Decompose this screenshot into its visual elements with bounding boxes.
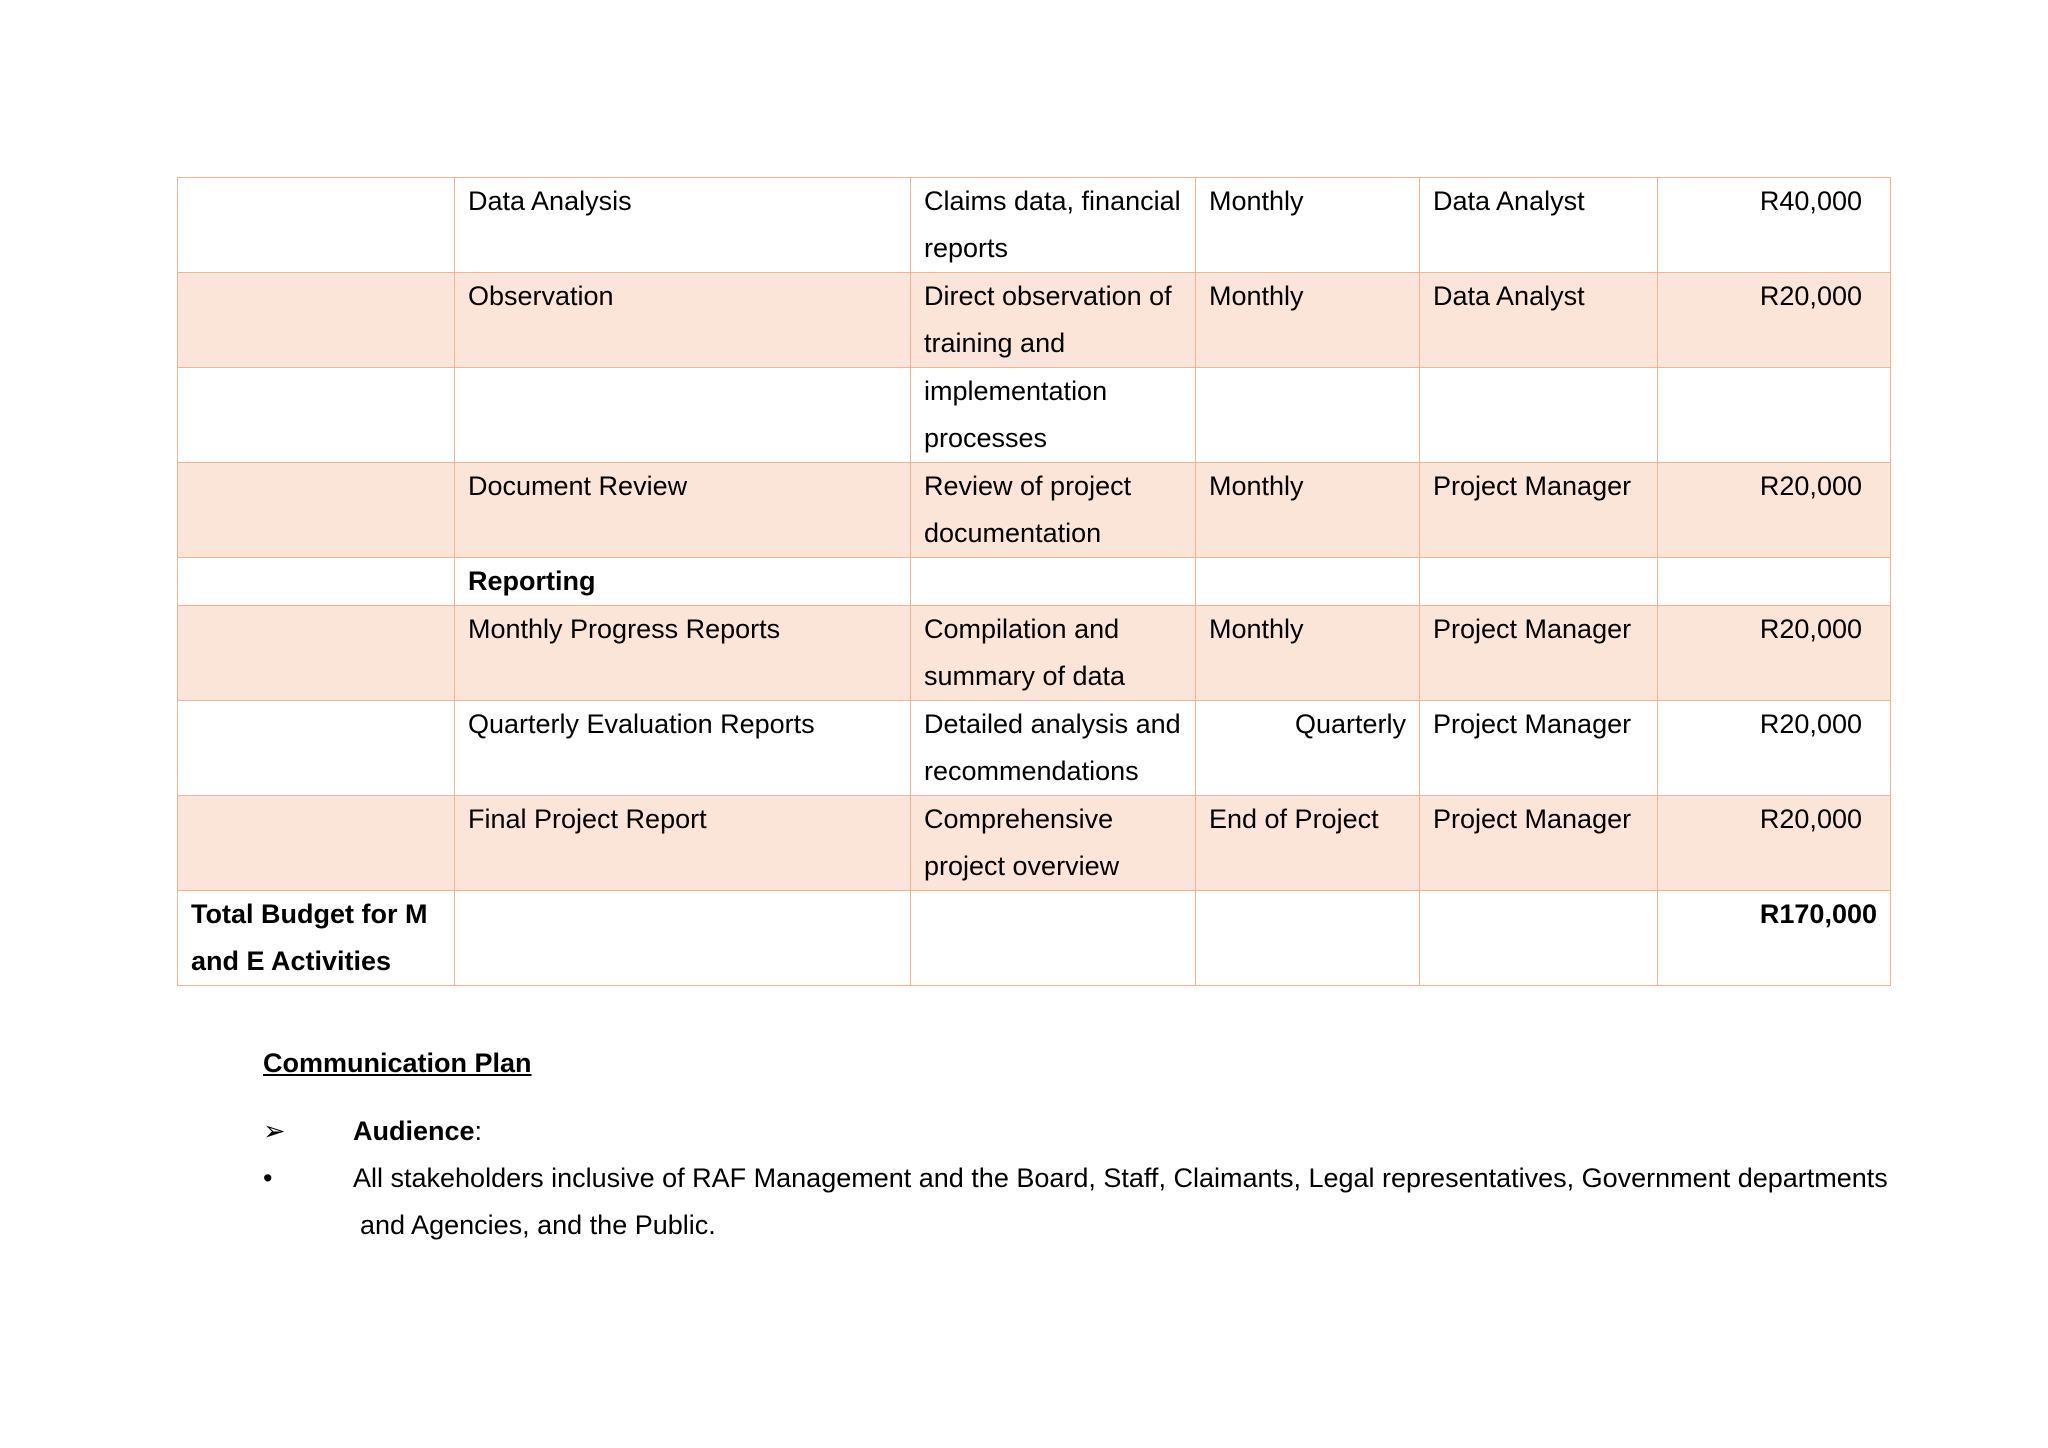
responsible-cell: Project Manager [1420,606,1658,701]
section-heading-reporting: Reporting [455,558,911,606]
total-budget-cell: R170,000 [1658,891,1891,986]
table-row [178,463,1891,558]
responsible-cell: Data Analyst [1420,273,1658,368]
description-cell: Direct observation of training and [911,273,1196,368]
table-cell [178,796,455,891]
dot-bullet-icon: • [263,1163,273,1193]
activity-cell: Final Project Report [455,796,911,891]
description-cell [911,891,1196,986]
table-row [178,606,1891,701]
budget-cell [1658,368,1891,463]
table-row-total [178,891,1891,986]
frequency-cell: Monthly [1196,178,1420,273]
table-cell [178,368,455,463]
responsible-cell: Project Manager [1420,796,1658,891]
activity-cell: Data Analysis [455,178,911,273]
responsible-cell: Project Manager [1420,463,1658,558]
table-cell [178,463,455,558]
responsible-cell [1420,558,1658,606]
budget-cell: R20,000 [1658,273,1891,368]
responsible-cell: Data Analyst [1420,178,1658,273]
activity-cell: Observation [455,273,911,368]
table-cell [178,701,455,796]
responsible-cell [1420,368,1658,463]
stakeholders-line-2: and Agencies, and the Public. [360,1210,716,1240]
responsible-cell: Project Manager [1420,701,1658,796]
frequency-cell: Monthly [1196,463,1420,558]
frequency-cell [1196,558,1420,606]
me-budget-table [177,177,1891,986]
communication-plan-heading: Communication Plan [263,1048,532,1078]
table-cell [178,273,455,368]
audience-colon: : [474,1116,483,1146]
responsible-cell [1420,891,1658,986]
table-row [178,701,1891,796]
stakeholders-line-1: All stakeholders inclusive of RAF Management and the Board, Staff, Claimants, Legal representatives, Government departments [353,1163,1888,1193]
table-row [178,796,1891,891]
table-cell [178,558,455,606]
budget-cell [1658,558,1891,606]
frequency-cell [1196,891,1420,986]
frequency-cell: End of Project [1196,796,1420,891]
description-cell: Claims data, financial reports [911,178,1196,273]
table-row [178,178,1891,273]
frequency-cell: Monthly [1196,273,1420,368]
table-cell [178,606,455,701]
table-row [178,368,1891,463]
description-cell: Comprehensive project overview [911,796,1196,891]
total-label-cell: Total Budget for M and E Activities [178,891,455,986]
activity-cell: Monthly Progress Reports [455,606,911,701]
activity-cell [455,891,911,986]
activity-cell [455,368,911,463]
description-cell: Compilation and summary of data [911,606,1196,701]
frequency-cell [1196,368,1420,463]
description-cell: Detailed analysis and recommendations [911,701,1196,796]
audience-label: Audience [353,1116,475,1146]
description-cell [911,558,1196,606]
budget-cell: R20,000 [1658,606,1891,701]
table-cell [178,178,455,273]
frequency-cell: Monthly [1196,606,1420,701]
description-cell: Review of project documentation [911,463,1196,558]
description-cell: implementation processes [911,368,1196,463]
budget-cell: R20,000 [1658,701,1891,796]
activity-cell: Document Review [455,463,911,558]
arrow-bullet-icon: ➢ [263,1116,286,1146]
budget-cell: R40,000 [1658,178,1891,273]
budget-cell: R20,000 [1658,796,1891,891]
table-row-section [178,558,1891,606]
frequency-cell: Quarterly [1196,701,1420,796]
activity-cell: Quarterly Evaluation Reports [455,701,911,796]
table-row [178,273,1891,368]
budget-cell: R20,000 [1658,463,1891,558]
